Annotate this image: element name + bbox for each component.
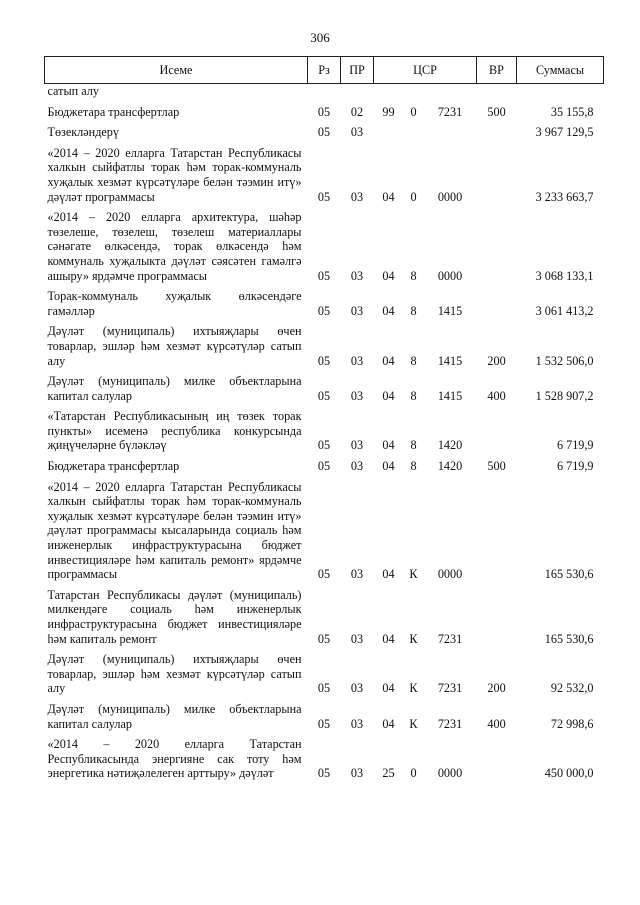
cell-csr-subprogram: 8 [410,438,417,453]
cell-csr-program: 04 [382,681,395,696]
column-header-name: Исеме [45,57,308,84]
cell-csr-subprogram [404,123,424,144]
cell-csr-program: 04 [382,189,395,204]
cell-sum: 3 967 129,5 [535,125,594,140]
cell-csr-direction: 0000 [437,268,463,283]
cell-csr-direction: 7231 [437,681,463,696]
cell-vr [477,407,517,457]
cell-sum: 1 532 506,0 [535,353,594,368]
cell-name: сатып алу [47,84,99,98]
cell-csr-direction: 7231 [437,104,463,119]
table-row [45,457,604,478]
cell-csr-program [374,84,404,103]
cell-rz: 05 [317,567,331,582]
cell-pr: 03 [350,125,364,140]
cell-name: Торак-коммуналь хуҗалык өлкәсендәге гамәлләр [47,289,302,318]
cell-rz: 05 [317,681,331,696]
cell-name: «2014 – 2020 елларга Татарстан Республикасы халкын сыйфатлы торак һәм торак-коммуналь хуҗалык хезмәт күрсәтүләре белән тәэмин итү» дәүләт программасы [47,145,302,204]
cell-vr [477,144,517,208]
cell-name: Бюджетара трансфертлар [47,104,180,119]
cell-vr [477,478,517,586]
cell-vr: 200 [487,353,506,368]
cell-pr: 03 [350,353,364,368]
page-number: 306 [310,30,330,45]
cell-pr: 02 [350,104,364,119]
cell-vr [477,287,517,322]
cell-sum: 3 233 663,7 [535,189,594,204]
cell-sum [517,84,604,103]
column-header-vr: ВР [477,57,517,84]
cell-vr [477,735,517,785]
cell-sum: 1 528 907,2 [535,388,594,403]
cell-name: «2014 – 2020 елларга архитектура, шәһәр төзелеше, төзелеш, төзелеш материаллары сәнәгате өлкәсендә, торак өлкәсендә һәм коммуналь хуҗалыкта дәүләт сәясәтен гамәлгә ашыру» ярдәмче программасы [47,210,302,283]
cell-rz: 05 [317,459,331,474]
table-row [45,287,604,322]
cell-name: Дәүләт (муниципаль) ихтыяҗлары өчен товарлар, эшләр һәм хезмәт күрсәтүләр сатып алу [47,652,302,696]
cell-pr: 03 [350,189,364,204]
cell-name: Дәүләт (муниципаль) милке объектларына капитал салулар [47,374,302,403]
cell-csr-subprogram: 8 [410,303,417,318]
cell-sum: 3 068 133,1 [535,268,594,283]
cell-csr-direction: 1415 [437,388,463,403]
cell-csr-program: 04 [382,567,395,582]
cell-rz: 05 [317,189,331,204]
cell-pr: 03 [350,567,364,582]
cell-sum: 6 719,9 [556,459,594,474]
cell-csr-program: 04 [382,631,395,646]
cell-vr [477,84,517,103]
cell-csr-program: 25 [382,766,395,781]
cell-csr-subprogram: 8 [410,388,417,403]
cell-sum: 165 530,6 [544,567,594,582]
cell-csr-program: 04 [382,303,395,318]
cell-rz: 05 [317,631,331,646]
cell-csr-program: 04 [382,716,395,731]
cell-sum: 72 998,6 [550,716,594,731]
cell-csr-program: 04 [382,388,395,403]
cell-csr-subprogram: 0 [410,104,417,119]
cell-name: Дәүләт (муниципаль) милке объектларына капитал салулар [47,701,302,731]
table-row [45,208,604,287]
cell-rz: 05 [317,353,331,368]
cell-sum: 6 719,9 [556,438,594,453]
cell-csr-subprogram: К [409,631,418,646]
cell-vr: 400 [487,388,506,403]
cell-csr-program: 04 [382,459,395,474]
table-row [45,84,604,103]
cell-vr [477,123,517,144]
cell-pr: 03 [350,303,364,318]
cell-pr: 03 [350,716,364,731]
cell-name: Татарстан Республикасы дәүләт (муниципаль) милкендәге социаль һәм инженерлык инфраструктурасына бюджет инвестицияләре һәм капиталь ремонт [47,587,302,646]
cell-pr: 03 [350,268,364,283]
cell-csr-program: 99 [382,104,395,119]
cell-csr-subprogram: 8 [410,353,417,368]
column-header-pr: ПР [341,57,374,84]
cell-csr-subprogram: К [409,567,418,582]
table-row [45,650,604,700]
table-header [45,57,604,84]
column-header-sum: Суммасы [517,57,604,84]
cell-csr-subprogram: 0 [410,766,417,781]
cell-pr: 03 [350,631,364,646]
cell-sum: 450 000,0 [544,766,594,781]
table-row [45,700,604,735]
table-row [45,103,604,124]
cell-pr [341,84,374,103]
cell-csr-program: 04 [382,268,395,283]
cell-csr-subprogram: 8 [410,459,417,474]
cell-csr-subprogram: 0 [410,189,417,204]
budget-table [44,56,604,785]
cell-csr-subprogram: К [409,716,418,731]
table-row [45,372,604,407]
cell-csr-direction: 7231 [437,631,463,646]
table-row [45,123,604,144]
column-header-rz: Рз [308,57,341,84]
cell-rz [308,84,341,103]
cell-vr: 400 [487,716,506,731]
cell-rz: 05 [317,104,331,119]
table-row [45,144,604,208]
table-row [45,407,604,457]
cell-sum: 165 530,6 [544,631,594,646]
cell-vr: 500 [487,459,506,474]
table-row [45,478,604,586]
cell-sum: 3 061 413,2 [535,303,594,318]
cell-csr-direction: 0000 [437,766,463,781]
cell-csr-subprogram: 8 [410,268,417,283]
cell-rz: 05 [317,716,331,731]
cell-name: Төзекләндерү [47,125,119,140]
cell-csr-program [374,123,404,144]
cell-rz: 05 [317,438,331,453]
cell-rz: 05 [317,388,331,403]
cell-vr: 500 [487,104,506,119]
cell-pr: 03 [350,459,364,474]
table-row [45,735,604,785]
column-header-csr: ЦСР [374,57,477,84]
cell-rz: 05 [317,303,331,318]
cell-pr: 03 [350,681,364,696]
cell-name: Дәүләт (муниципаль) ихтыяҗлары өчен товарлар, эшләр һәм хезмәт күрсәтүләр сатып алу [47,324,302,368]
cell-csr-subprogram [404,84,424,103]
cell-csr-program: 04 [382,438,395,453]
cell-rz: 05 [317,125,331,140]
cell-name: «2014 – 2020 елларга Татарстан Республикасы халкын сыйфатлы торак һәм торак-коммуналь хуҗалык хезмәт күрсәтүләре белән тәэмин итү» дәүләт программасы кысаларында социаль һәм инженерлык инфраструктурасына бюджет инвестицияләре һәм капиталь ремонт» ярдәмче программасы [47,479,302,582]
cell-pr: 03 [350,438,364,453]
cell-vr: 200 [487,681,506,696]
cell-csr-direction [424,84,477,103]
cell-sum: 92 532,0 [550,681,594,696]
cell-csr-direction: 0000 [437,567,463,582]
table-row [45,586,604,650]
cell-csr-subprogram: К [409,681,418,696]
cell-name: «Татарстан Республикасының иң төзек торак пункты» исеменә республика конкурсында җиңүчеләрне бүләкләү [47,409,302,453]
cell-rz: 05 [317,268,331,283]
cell-csr-direction: 7231 [437,716,463,731]
cell-pr: 03 [350,388,364,403]
cell-rz: 05 [317,766,331,781]
cell-vr [477,586,517,650]
cell-csr-direction: 1415 [437,303,463,318]
cell-csr-program: 04 [382,353,395,368]
cell-sum: 35 155,8 [550,104,594,119]
cell-csr-direction [424,123,477,144]
table-body [45,84,604,785]
cell-vr [477,208,517,287]
cell-csr-direction: 1420 [437,459,463,474]
cell-name: Бюджетара трансфертлар [47,459,180,474]
table-row [45,322,604,372]
cell-name: «2014 – 2020 елларга Татарстан Республикасында энергияне сак тоту һәм энергетика нәтиҗәлелеген арттыру» дәүләт [47,737,302,781]
cell-csr-direction: 1420 [437,438,463,453]
cell-pr: 03 [350,766,364,781]
cell-csr-direction: 1415 [437,353,463,368]
cell-csr-direction: 0000 [437,189,463,204]
